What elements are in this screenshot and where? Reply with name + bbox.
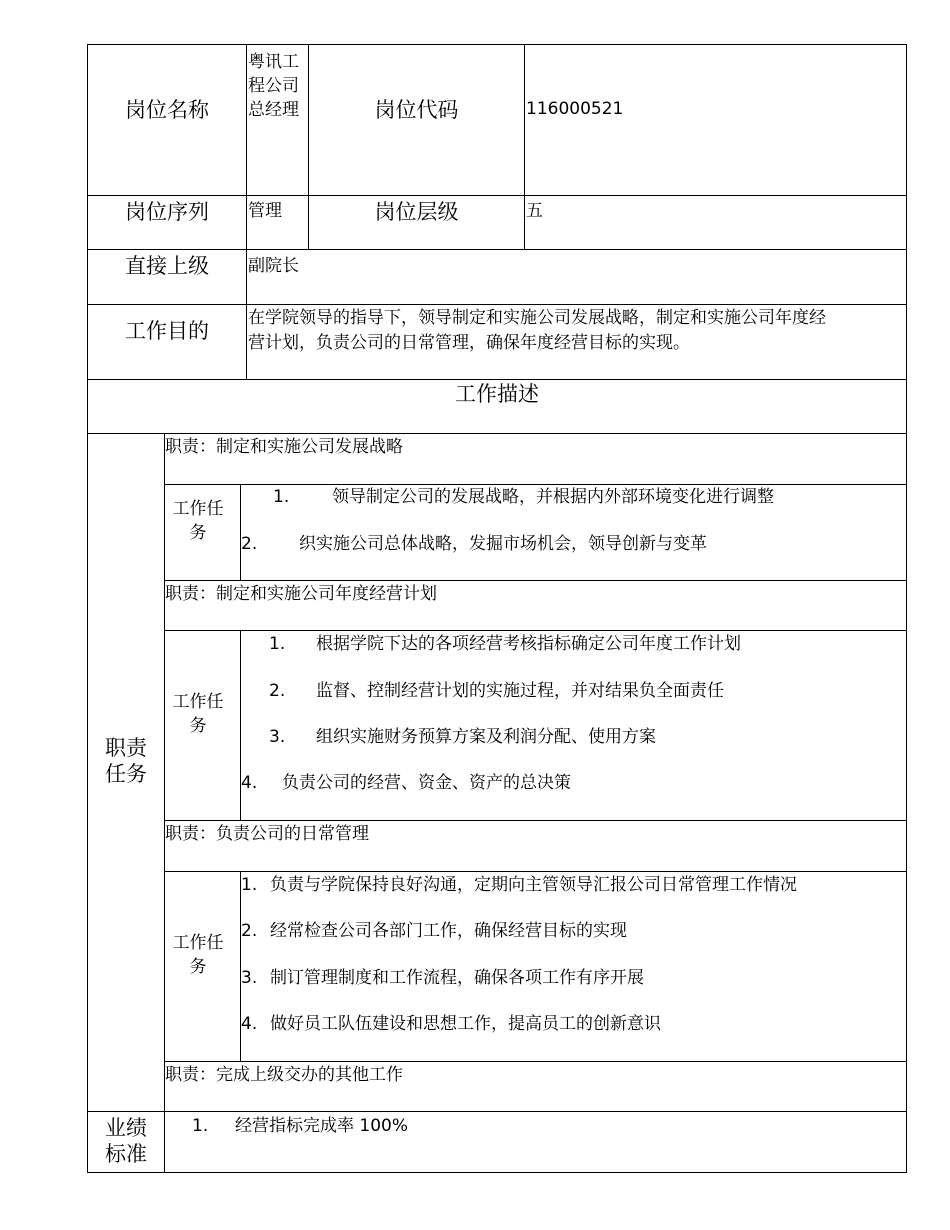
row-divider xyxy=(87,195,907,196)
column-divider xyxy=(240,484,241,580)
duties-label: 职责任务 xyxy=(105,736,147,786)
task-text: 制订管理制度和工作流程，确保各项工作有序开展 xyxy=(270,968,644,988)
performance-number: 1. xyxy=(192,1116,209,1136)
task-number: 1. xyxy=(269,634,286,654)
row-divider xyxy=(164,630,907,631)
task-number: 4. xyxy=(241,773,258,793)
row-divider xyxy=(164,580,907,581)
section-title: 工作描述 xyxy=(455,382,539,406)
post-level-label: 岗位层级 xyxy=(374,200,459,224)
row-divider xyxy=(87,433,907,434)
row-divider xyxy=(87,304,907,305)
duty-title: 职责：完成上级交办的其他工作 xyxy=(165,1065,403,1085)
task-text: 组织实施财务预算方案及利润分配、使用方案 xyxy=(316,727,656,747)
task-number: 1. xyxy=(241,875,258,895)
post-name-label: 岗位名称 xyxy=(125,98,209,122)
task-text: 做好员工队伍建设和思想工作，提高员工的创新意识 xyxy=(270,1014,661,1034)
task-number: 1. xyxy=(273,487,290,507)
task-number: 2. xyxy=(269,681,286,701)
task-text: 监督、控制经营计划的实施过程，并对结果负全面责任 xyxy=(316,681,724,701)
task-number: 2. xyxy=(241,921,258,941)
post-name-value: 粤讯工程公司总经理 xyxy=(248,52,299,120)
duty-title: 职责：制定和实施公司年度经营计划 xyxy=(165,584,437,604)
post-level-value: 五 xyxy=(526,201,543,221)
duty-title: 职责：制定和实施公司发展战略 xyxy=(165,437,403,457)
post-code-label: 岗位代码 xyxy=(374,98,459,122)
row-divider xyxy=(87,249,907,250)
performance-label: 业绩标准 xyxy=(105,1116,147,1166)
task-number: 3. xyxy=(269,727,286,747)
task-number: 2. xyxy=(241,534,258,554)
row-divider xyxy=(164,484,907,485)
table-border-bottom xyxy=(87,1172,907,1173)
task-text: 负责公司的经营、资金、资产的总决策 xyxy=(282,773,571,793)
post-sequence-value: 管理 xyxy=(248,201,282,221)
task-label: 工作任务 xyxy=(172,933,224,977)
purpose-text-line: 营计划，负责公司的日常管理，确保年度经营目标的实现。 xyxy=(248,333,690,353)
table-border-right xyxy=(906,44,907,1173)
task-label: 工作任务 xyxy=(172,692,224,736)
column-divider xyxy=(164,433,165,1173)
row-divider xyxy=(87,379,907,380)
duty-title: 职责：负责公司的日常管理 xyxy=(165,824,369,844)
table-border-top xyxy=(87,44,907,45)
row-divider xyxy=(87,1111,907,1112)
purpose-label: 工作目的 xyxy=(125,319,209,343)
direct-superior-value: 副院长 xyxy=(248,256,299,276)
task-label: 工作任务 xyxy=(172,499,224,543)
task-text: 领导制定公司的发展战略，并根据内外部环境变化进行调整 xyxy=(332,487,774,507)
row-divider xyxy=(164,871,907,872)
task-number: 3. xyxy=(241,968,258,988)
direct-superior-label: 直接上级 xyxy=(125,254,209,278)
post-sequence-label: 岗位序列 xyxy=(125,200,209,224)
post-code-value: 116000521 xyxy=(526,99,624,119)
task-text: 织实施公司总体战略，发掘市场机会，领导创新与变革 xyxy=(299,534,707,554)
purpose-text-line: 在学院领导的指导下，领导制定和实施公司发展战略，制定和实施公司年度经 xyxy=(248,308,826,328)
task-text: 经常检查公司各部门工作，确保经营目标的实现 xyxy=(270,921,627,941)
task-text: 负责与学院保持良好沟通，定期向主管领导汇报公司日常管理工作情况 xyxy=(270,875,797,895)
task-number: 4. xyxy=(241,1014,258,1034)
row-divider xyxy=(164,1061,907,1062)
performance-text: 经营指标完成率 100% xyxy=(235,1116,409,1136)
row-divider xyxy=(164,820,907,821)
task-text: 根据学院下达的各项经营考核指标确定公司年度工作计划 xyxy=(316,634,741,654)
